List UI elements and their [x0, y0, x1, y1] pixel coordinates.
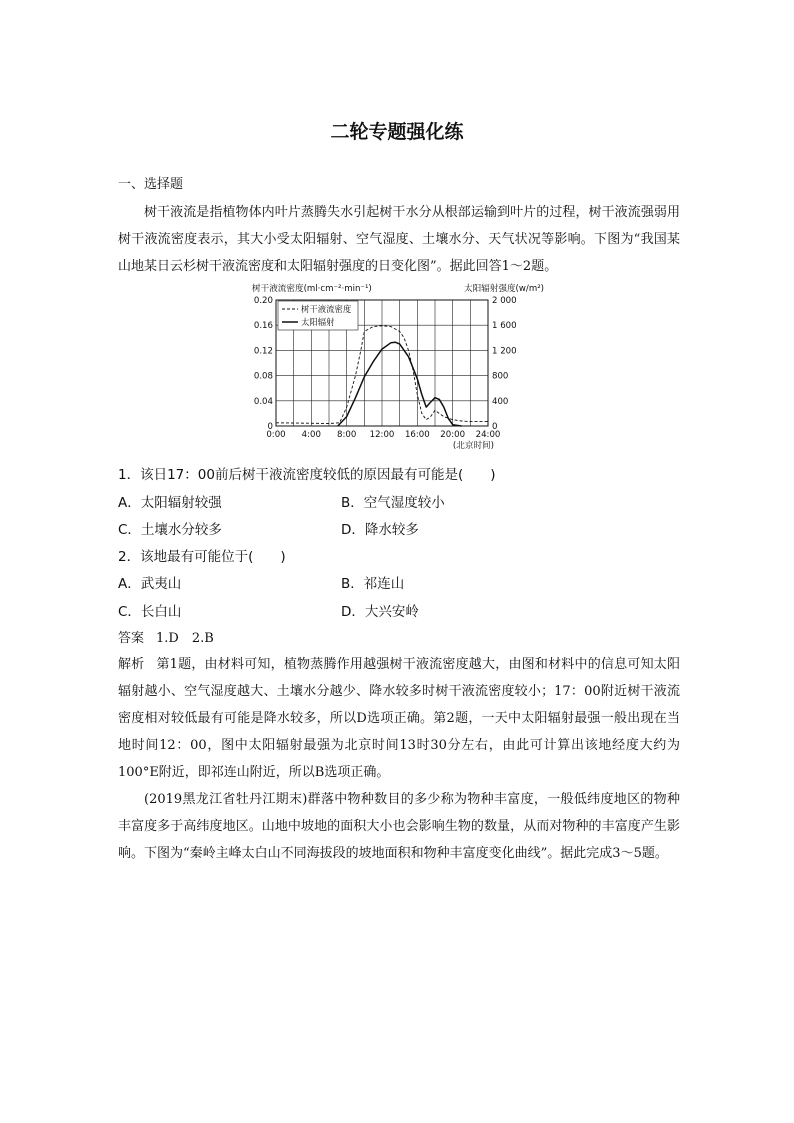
x-tick-label: 24:00 — [475, 430, 501, 440]
question-2-option-d: D．大兴安岭 — [341, 604, 419, 620]
y-right-tick-label: 0 — [492, 422, 498, 432]
question-2-option-b: B．祁连山 — [341, 576, 405, 592]
question-1-option-c: C．土壤水分较多 — [118, 522, 222, 538]
chart-container — [248, 280, 548, 455]
x-tick-label: 16:00 — [404, 430, 430, 440]
analysis-label: 解析 — [118, 657, 145, 672]
y-left-axis-label: 树干液流密度(ml·cm⁻²·min⁻¹) — [252, 284, 372, 294]
y-right-tick-label: 1 600 — [492, 321, 517, 332]
y-right-tick-label: 800 — [492, 371, 509, 382]
legend-label: 树干液流密度 — [301, 304, 352, 314]
sap-flow-radiation-chart — [248, 280, 548, 455]
intro-paragraph-2: (2019黑龙江省牡丹江期末)群落中物种数目的多少称为物种丰富度，一般低纬度地区的物种丰富度多于高纬度地区。山地中坡地的面积大小也会影响生物的数量，从而对物种的丰富度产生影响。下图为“秦岭主峰太白山不同海拔段的坡地面积和物种丰富度变化曲线”。据此完成3～5题。 — [118, 792, 680, 861]
y-left-tick-label: 0.04 — [253, 396, 273, 407]
question-2-stem: 2．该地最有可能位于( ) — [118, 549, 286, 565]
answer-label: 答案 — [118, 631, 145, 646]
x-tick-label: 12:00 — [369, 430, 395, 440]
analysis-text: 第1题，由材料可知，植物蒸腾作用越强树干液流密度越大，由图和材料中的信息可知太阳辐射越小、空气湿度越大、土壤水分越少、降水较多时树干液流密度较小；17：00附近树干液流密度相对较低最有可能是降水较多，所以D选项正确。第2题，一天中太阳辐射最强一般出现在当地时间12：00，图中太阳辐射最强为北京时间13时30分左右，由此可计算出该地经度大约为100°E附近，即祁连山附近，所以B选项正确。 — [118, 657, 680, 780]
y-left-tick-label: 0 — [267, 422, 273, 432]
question-2-option-a: A．武夷山 — [118, 576, 182, 592]
y-right-tick-label: 2 000 — [492, 296, 517, 306]
x-axis-label: (北京时间) — [452, 441, 494, 451]
question-1-option-d: D．降水较多 — [341, 522, 419, 538]
page-title: 二轮专题强化练 — [330, 121, 464, 143]
x-tick-label: 0:00 — [266, 430, 286, 440]
x-tick-label: 8:00 — [337, 430, 357, 440]
y-left-tick-label: 0.12 — [253, 346, 273, 357]
question-1-option-b: B．空气湿度较小 — [341, 495, 445, 511]
analysis-paragraph — [118, 651, 680, 786]
answer-line — [118, 627, 214, 646]
y-left-tick-label: 0.20 — [253, 296, 273, 306]
answer-text: 1.D 2.B — [156, 631, 214, 646]
y-right-tick-label: 400 — [492, 396, 509, 407]
x-tick-label: 20:00 — [440, 430, 466, 440]
legend-label: 太阳辐射 — [301, 317, 335, 327]
question-2-option-c: C．长白山 — [118, 604, 182, 620]
question-1-option-a: A．太阳辐射较强 — [118, 495, 222, 511]
y-left-tick-label: 0.08 — [253, 371, 273, 382]
y-right-axis-label: 太阳辐射强度(w/m²) — [463, 284, 544, 294]
intro-paragraph-1: 树干液流是指植物体内叶片蒸腾失水引起树干水分从根部运输到叶片的过程，树干液流强弱用树干液流密度表示，其大小受太阳辐射、空气湿度、土壤水分、天气状况等影响。下图为“我国某山地某日云杉树干液流密度和太阳辐射强度的日变化图”。据此回答1～2题。 — [118, 205, 680, 274]
x-tick-label: 4:00 — [301, 430, 321, 440]
section-heading: 一、选择题 — [118, 177, 184, 192]
question-1-stem: 1．该日17：00前后树干液流密度较低的原因最有可能是( ) — [118, 467, 496, 483]
y-right-tick-label: 1 200 — [492, 346, 517, 357]
y-left-tick-label: 0.16 — [253, 321, 273, 332]
